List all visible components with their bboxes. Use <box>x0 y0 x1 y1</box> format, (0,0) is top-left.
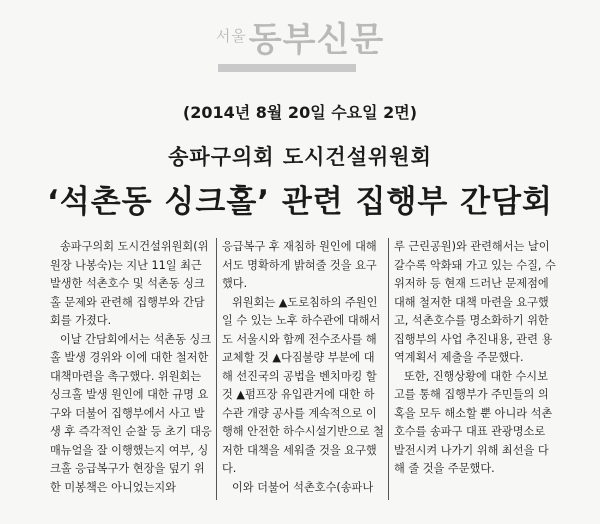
article-body <box>50 238 558 508</box>
paragraph: 이와 더불어 석촌호수(송파나 <box>232 480 374 494</box>
article-column-1 <box>50 238 212 497</box>
paragraph: 루 근린공원)와 관련해서는 날이 갈수록 악화돼 가고 있는 수질, 수위저하 등 현재 드러난 문제점에 대해 철저한 대책 마련을 요구했고, 석촌호수를 명소화하기 위한 집행부의 사업 추진내용, 관련 용역계획서 제출을 주문했다. <box>394 240 556 364</box>
column-divider <box>388 238 389 500</box>
logo-big-text: 동부신문 <box>248 20 385 60</box>
article-headline: ‘석촌동 싱크홀’ 관련 집행부 간담회 <box>47 184 553 220</box>
masthead <box>0 6 600 76</box>
logo-underline-band <box>218 64 356 72</box>
column-divider <box>216 238 217 500</box>
dateline: (2014년 8월 20일 수요일 2면) <box>182 103 418 122</box>
article-column-2 <box>222 238 384 497</box>
article-column-3 <box>394 238 556 479</box>
paragraph: 이날 간담회에서는 석촌동 싱크홀 발생 경위와 이에 대한 철저한 대책마련을 촉구했다. 위원회는 싱크홀 발생 원인에 대한 규명 요구와 더불어 집행부에서 사고 발생 후 즉각적인 순찰 등 초기 대응 매뉴얼을 잘 이행했는지 여부, 싱크홀 응급복구가 현장을 덮기 위한 미봉책은 아니었는지와 <box>50 332 212 494</box>
paragraph: 위원회는 ▲도로침하의 주원인일 수 있는 노후 하수관에 대해서도 서울시와 함께 전수조사를 해 교체할 것 ▲다짐불량 부분에 대해 선진국의 공법을 벤치마킹 할 것 ▲펌프장 유입관거에 대한 하수관 개량 공사를 계속적으로 이행해 안전한 하수시설기반으로 철저한 대책을 세워줄 것을 요구했다. <box>222 295 384 475</box>
logo-small-text: 서울 <box>215 27 247 45</box>
newspaper-logo <box>216 12 384 61</box>
article-subtitle: 송파구의회 도시건설위원회 <box>168 145 432 169</box>
paragraph: 송파구의회 도시건설위원회(위원장 나봉숙)는 지난 11일 최근 발생한 석촌호수 및 석촌동 싱크홀 문제와 관련해 집행부와 간담회를 가졌다. <box>50 240 209 327</box>
paragraph: 또한, 진행상황에 대한 수시보고를 통해 집행부가 주민들의 의혹을 모두 해소할 뿐 아니라 석촌호수를 송파구 대표 관광명소로 발전시켜 나가기 위해 최선을 다해 줄 것을 주문했다. <box>394 369 553 475</box>
paragraph: 응급복구 후 재침하 원인에 대해서도 명확하게 밝혀줄 것을 요구했다. <box>222 240 377 290</box>
